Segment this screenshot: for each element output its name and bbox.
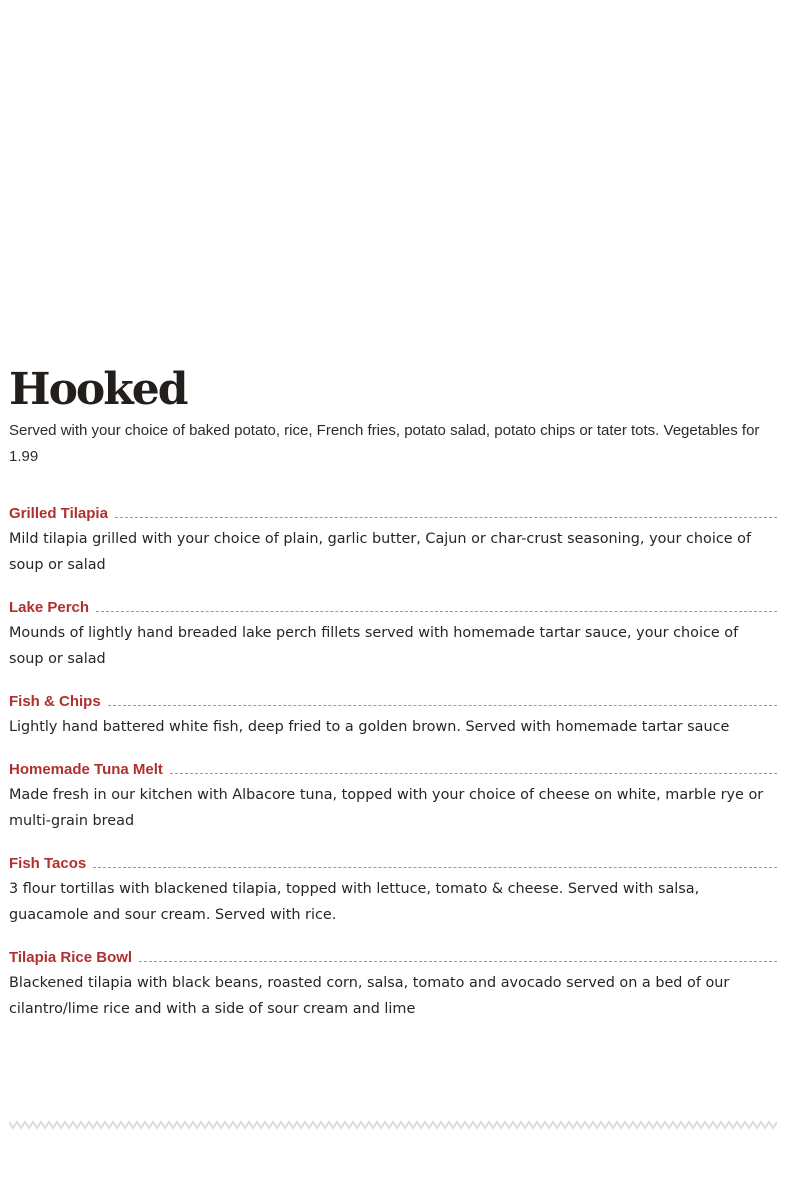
dotted-leader (108, 705, 777, 706)
menu-item-name: Fish Tacos (9, 855, 87, 872)
zigzag-divider (9, 1118, 777, 1132)
menu-item-header (9, 759, 777, 781)
menu-item (9, 853, 777, 928)
menu-section (9, 362, 777, 1041)
dotted-leader (139, 961, 777, 962)
dotted-leader (93, 867, 777, 868)
menu-item (9, 691, 777, 740)
menu-item-header (9, 691, 777, 713)
menu-item (9, 947, 777, 1022)
menu-item (9, 597, 777, 672)
menu-item (9, 759, 777, 834)
menu-item-name: Fish & Chips (9, 693, 101, 710)
section-title: Hooked (9, 364, 187, 415)
menu-item-description: Made fresh in our kitchen with Albacore tuna, topped with your choice of cheese on white, marble rye or multi-grain bread (9, 787, 764, 829)
menu-item-description: Lightly hand battered white fish, deep fried to a golden brown. Served with homemade tartar sauce (9, 719, 730, 735)
menu-item-description: Mild tilapia grilled with your choice of plain, garlic butter, Cajun or char-crust seasoning, your choice of soup or salad (9, 531, 752, 573)
menu-item (9, 503, 777, 578)
dotted-leader (96, 611, 777, 612)
menu-item-header (9, 503, 777, 525)
dotted-leader (115, 517, 777, 518)
menu-item-header (9, 597, 777, 619)
menu-item-description: 3 flour tortillas with blackened tilapia, topped with lettuce, tomato & cheese. Served with salsa, guacamole and sour cream. Served with rice. (9, 881, 700, 923)
menu-item-description: Mounds of lightly hand breaded lake perch fillets served with homemade tartar sauce, your choice of soup or salad (9, 625, 739, 667)
menu-item-name: Grilled Tilapia (9, 505, 108, 522)
section-description: Served with your choice of baked potato, rice, French fries, potato salad, potato chips or tater tots. Vegetables for 1.99 (9, 422, 760, 465)
menu-item-header (9, 947, 777, 969)
menu-item-name: Tilapia Rice Bowl (9, 949, 133, 966)
menu-item-list (9, 503, 777, 1022)
menu-item-header (9, 853, 777, 875)
menu-item-description: Blackened tilapia with black beans, roasted corn, salsa, tomato and avocado served on a bed of our cilantro/lime rice and with a side of sour cream and lime (9, 975, 730, 1017)
menu-item-name: Lake Perch (9, 599, 90, 616)
menu-item-name: Homemade Tuna Melt (9, 761, 163, 778)
dotted-leader (170, 773, 777, 774)
